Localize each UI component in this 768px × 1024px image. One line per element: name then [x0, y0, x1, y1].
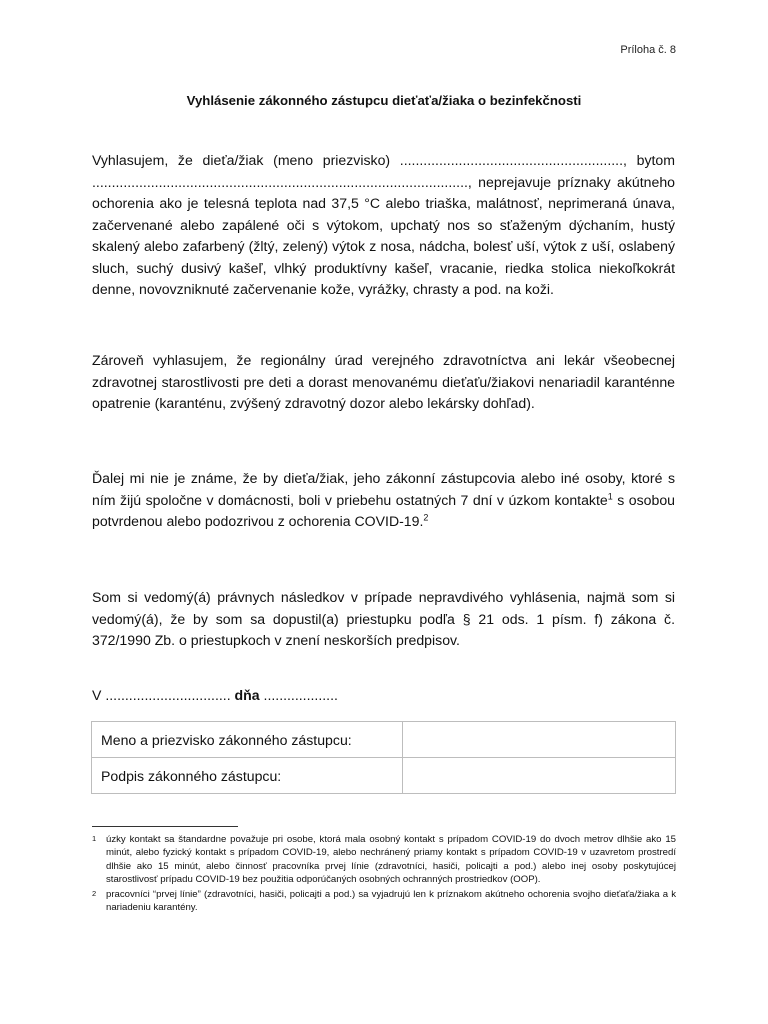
signature-table	[91, 721, 676, 794]
declaration-paragraph-contact	[92, 468, 675, 533]
document-title: Vyhlásenie zákonného zástupcu dieťaťa/žiaka o bezinfekčnosti	[186, 93, 582, 108]
annex-label: Príloha č. 8	[620, 44, 676, 56]
table-row	[92, 722, 676, 758]
guardian-name-label: Meno a priezvisko zákonného zástupcu:	[92, 722, 403, 758]
footnote-ref-1: 1	[607, 490, 613, 501]
place-field[interactable]: V ................................	[92, 687, 231, 703]
place-date-line	[92, 685, 338, 707]
footnote-divider	[92, 826, 238, 827]
contact-text-part2: s osobou potvrdenou alebo podozrivou z ochorenia COVID-19.	[92, 491, 675, 529]
footnote-mark: 2	[92, 889, 97, 899]
footnote-text: pracovníci “prvej línie” (zdravotníci, hasiči, policajti a pod.) sa vyjadrujú len k príznakom akútneho ochorenia svojho dieťaťa/žiaka a k nariadeniu karantény.	[106, 889, 676, 914]
footnote-mark: 1	[92, 834, 97, 843]
footnote-1	[92, 833, 676, 886]
guardian-name-field[interactable]	[403, 722, 676, 758]
declaration-paragraph-legal: Som si vedomý(á) právnych následkov v prípade nepravdivého vyhlásenia, najmä som si vedomý(á), že by som sa dopustil(a) priestupku podľa § 21 ods. 1 písm. f) zákona č. 372/1990 Zb. o priestupkoch v znení neskorších predpisov.	[92, 589, 675, 648]
date-label: dňa	[234, 687, 260, 703]
guardian-signature-label: Podpis zákonného zástupcu:	[92, 758, 403, 794]
guardian-signature-field[interactable]	[403, 758, 676, 794]
date-field[interactable]: ...................	[259, 687, 338, 703]
table-row	[92, 758, 676, 794]
footnote-ref-2: 2	[423, 512, 429, 523]
declaration-paragraph-symptoms: Vyhlasujem, že dieťa/žiak (meno priezvisko) ........................................................., bytom ................................................................................................, neprejavuje príznaky akútneho ochorenia ako je telesná teplota nad 37,5 °C alebo triaška, malátnosť, neprimeraná únava, začervenané alebo zapálené oči s výtokom, upchatý nos so sťaženým dýchaním, hustý skalený alebo zafarbený (žltý, zelený) výtok z nosa, nádcha, bolesť uší, výtok z uší, oslabený sluch, suchý dusivý kašeľ, vlhký produktívny kašeľ, vracanie, riedka stolica niekoľkokrát denne, novovzniknuté začervenanie kože, vyrážky, chrasty a pod. na koži.	[92, 152, 675, 297]
footnote-2	[92, 888, 676, 915]
footnote-text: úzky kontakt sa štandardne považuje pri osobe, ktorá mala osobný kontakt s prípadom COVID-19 do dvoch metrov dlhšie ako 15 minút, alebo fyzický kontakt s prípadom COVID-19, alebo nechránený priamy kontakt s prípadom COVID-19 v uzavretom prostredí dlhšie ako 15 minút, alebo činnosť pracovníka prvej línie (zdravotníci, hasiči, policajti a pod.) alebo inej osoby poskytujúcej starostlivosť prípadu COVID-19 bez použitia odporúčaných osobných ochranných prostriedkov (OOP).	[106, 834, 676, 885]
contact-text-part1: Ďalej mi nie je známe, že by dieťa/žiak, jeho zákonní zástupcovia alebo iné osoby, ktoré s ním žijú spoločne v domácnosti, boli v priebehu ostatných 7 dní v úzkom kontakte	[92, 470, 675, 508]
footnotes	[92, 833, 676, 917]
declaration-paragraph-quarantine: Zároveň vyhlasujem, že regionálny úrad verejného zdravotníctva ani lekár všeobecnej zdravotnej starostlivosti pre deti a dorast menovanému dieťaťu/žiakovi nenariadil karanténne opatrenie (karanténu, zvýšený zdravotný dozor alebo lekársky dohľad).	[92, 352, 675, 411]
